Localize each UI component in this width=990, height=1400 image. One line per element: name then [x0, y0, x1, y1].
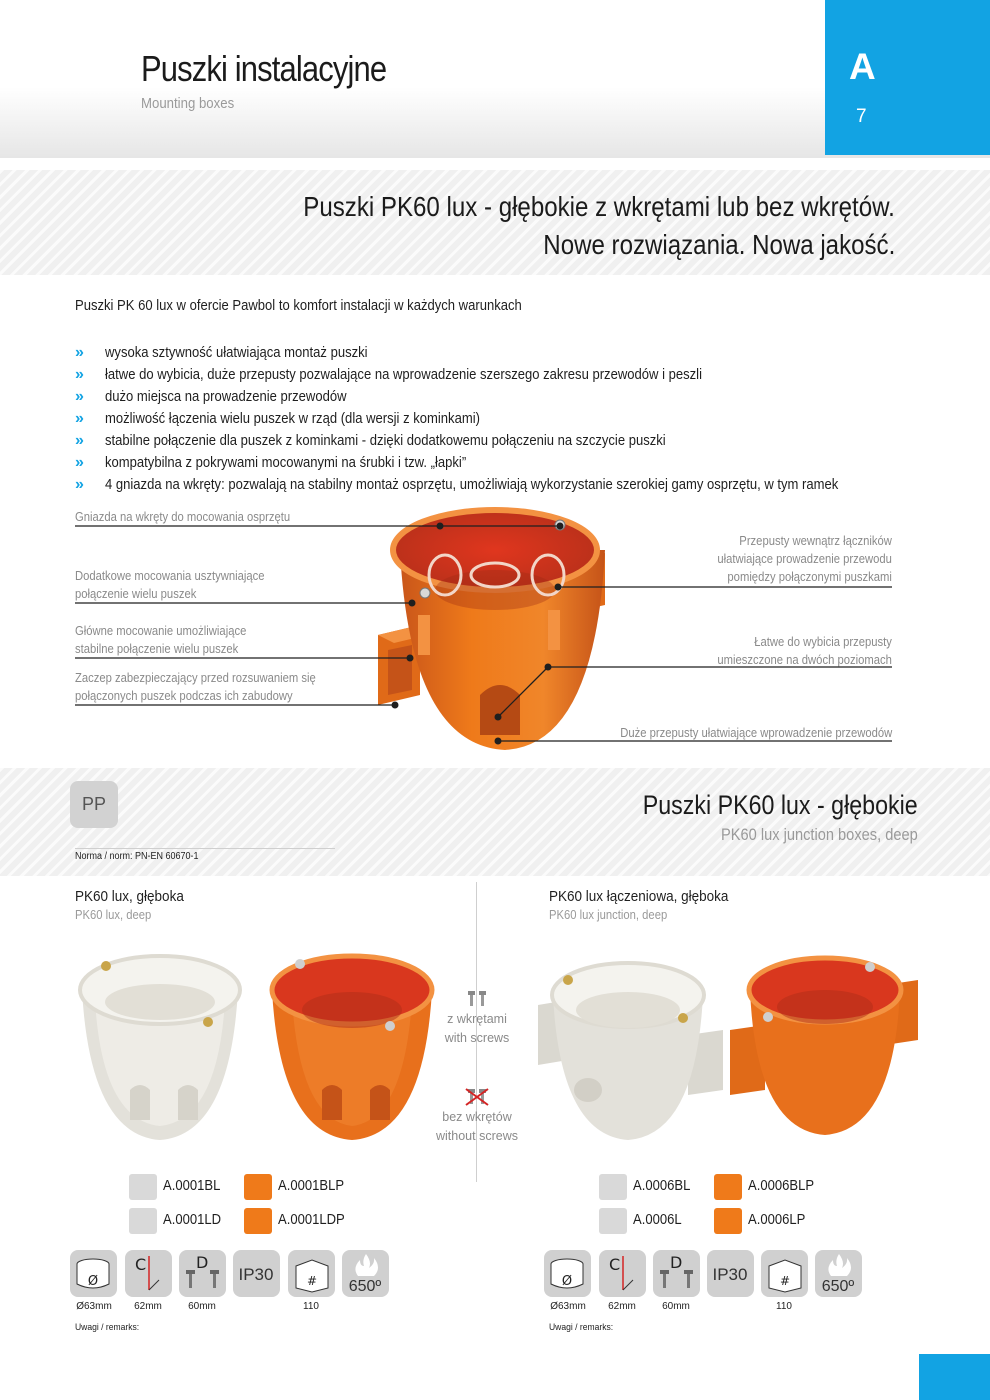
no-screws-icon [244, 1174, 272, 1200]
divider [75, 848, 335, 849]
chevron-icon: » [75, 432, 84, 449]
product-subtitle: PK60 lux junction, deep [549, 908, 668, 922]
spec-c: 62mm [134, 1301, 162, 1312]
chevron-icon: » [75, 388, 84, 405]
svg-text:C: C [135, 1255, 147, 1274]
package-icon [288, 1250, 335, 1297]
list-item: » możliwość łączenia wielu puszek w rząd (dla wersji z kominkami) [75, 408, 975, 430]
chevron-icon: » [75, 454, 84, 471]
svg-text:IP30: IP30 [238, 1265, 274, 1284]
ip-rating-icon [707, 1250, 754, 1297]
no-screws-icon [599, 1174, 627, 1200]
no-screws-icon [465, 1088, 489, 1106]
headline-line-2: Nowe rozwiązania. Nowa jakość. [543, 229, 895, 260]
orange-box-photo [262, 940, 442, 1150]
product-title: PK60 lux łączeniowa, głęboka [549, 888, 729, 905]
callout-screw-sockets: Gniazda na wkręty do mocowania osprzętu [75, 510, 291, 524]
legend-with-screws: z wkrętami with screws [427, 990, 527, 1048]
chevron-icon: » [75, 476, 84, 493]
no-screws-icon [714, 1174, 742, 1200]
product-title: PK60 lux, głęboka [75, 888, 184, 905]
page-title: Puszki instalacyjne [141, 48, 387, 89]
callout-connector-passages: Przepusty wewnątrz łączników ułatwiające prowadzenie przewodu pomiędzy połączonymi puszkami [717, 534, 892, 584]
list-item: » wysoka sztywność ułatwiająca montaż puszki [75, 342, 975, 364]
spec-d: 60mm [662, 1301, 690, 1312]
spec-c: 62mm [608, 1301, 636, 1312]
depth-c-icon [599, 1250, 646, 1297]
page-number: 7 [856, 106, 867, 127]
section-subtitle: PK60 lux junction boxes, deep [721, 825, 918, 844]
product-subtitle: PK60 lux, deep [75, 908, 152, 922]
svg-text:IP30: IP30 [712, 1265, 748, 1284]
legend-without-screws: bez wkrętów without screws [427, 1088, 527, 1146]
diameter-icon [70, 1250, 117, 1297]
svg-text:650º: 650º [821, 1278, 855, 1295]
svg-text:Ø: Ø [561, 1274, 573, 1289]
svg-text:650º: 650º [348, 1278, 382, 1295]
svg-text:C: C [609, 1255, 621, 1274]
flame-icon [815, 1250, 862, 1297]
list-item: » stabilne połączenie dla puszek z kominkami - dzięki dodatkowemu połączeniu na szczycie puszki [75, 430, 975, 452]
list-item: » dużo miejsca na prowadzenie przewodów [75, 386, 975, 408]
white-junction-box-photo [538, 950, 728, 1150]
list-item: » 4 gniazda na wkręty: pozwalają na stabilny montaż osprzętu, umożliwiają wykorzystanie szerokiej gamy osprzętu, w tym ramek [75, 474, 975, 496]
diameter-icon [544, 1250, 591, 1297]
screws-icon [465, 990, 489, 1008]
spec-pack: 110 [776, 1301, 792, 1312]
spec-diameter: Ø63mm [76, 1301, 112, 1312]
page-subtitle: Mounting boxes [141, 95, 235, 112]
screws-icon [244, 1208, 272, 1234]
ip-rating-icon [233, 1250, 280, 1297]
spec-pack: 110 [303, 1301, 319, 1312]
package-icon [761, 1250, 808, 1297]
svg-text:Ø: Ø [87, 1274, 99, 1289]
chevron-icon: » [75, 410, 84, 427]
list-item: » łatwe do wybicia, duże przepusty pozwalające na wprowadzenie szerszego zakresu przewodów i peszli [75, 364, 975, 386]
orange-junction-box-photo [730, 945, 920, 1145]
remarks: Uwagi / remarks: [75, 1322, 140, 1333]
callout-main-mount: Główne mocowanie umożliwiające stabilne połączenie wielu puszek [75, 624, 247, 656]
corner-accent [919, 1354, 990, 1400]
flame-icon [342, 1250, 389, 1297]
callout-extra-mounts: Dodatkowe mocowania usztywniające połączenie wielu puszek [75, 569, 265, 601]
callout-two-level-passages: Łatwe do wybicia przepusty umieszczone na dwóch poziomach [717, 635, 892, 667]
depth-d-icon [179, 1250, 226, 1297]
svg-text:#: # [779, 1274, 791, 1288]
section-tab [825, 0, 990, 155]
no-screws-icon [129, 1174, 157, 1200]
spec-d: 60mm [188, 1301, 216, 1312]
headline-line-1: Puszki PK60 lux - głębokie z wkrętami lub bez wkrętów. [303, 191, 895, 222]
section-title: Puszki PK60 lux - głębokie [643, 790, 918, 820]
material-badge: PP [70, 781, 118, 828]
screws-icon [129, 1208, 157, 1234]
white-box-photo [70, 940, 250, 1150]
screws-icon [714, 1208, 742, 1234]
chevron-icon: » [75, 344, 84, 361]
spec-diameter: Ø63mm [550, 1301, 586, 1312]
svg-text:#: # [306, 1274, 318, 1288]
svg-text:D: D [196, 1253, 209, 1272]
chevron-icon: » [75, 366, 84, 383]
feature-list [75, 342, 975, 496]
list-item: » kompatybilna z pokrywami mocowanymi na śrubki i tzw. „łapki” [75, 452, 975, 474]
callout-latch: Zaczep zabezpieczający przed rozsuwaniem się połączonych puszek podczas ich zabudowy [75, 671, 316, 703]
section-letter: A [849, 46, 876, 87]
depth-d-icon [653, 1250, 700, 1297]
remarks: Uwagi / remarks: [549, 1322, 614, 1333]
svg-text:D: D [670, 1253, 683, 1272]
screws-icon [599, 1208, 627, 1234]
callout-large-passages: Duże przepusty ułatwiające wprowadzenie przewodów [619, 726, 892, 740]
orange-box-illustration [378, 510, 605, 750]
depth-c-icon [125, 1250, 172, 1297]
intro-text: Puszki PK 60 lux w ofercie Pawbol to komfort instalacji w każdych warunkach [75, 298, 522, 314]
norm-text: Norma / norm: PN-EN 60670-1 [75, 851, 199, 862]
